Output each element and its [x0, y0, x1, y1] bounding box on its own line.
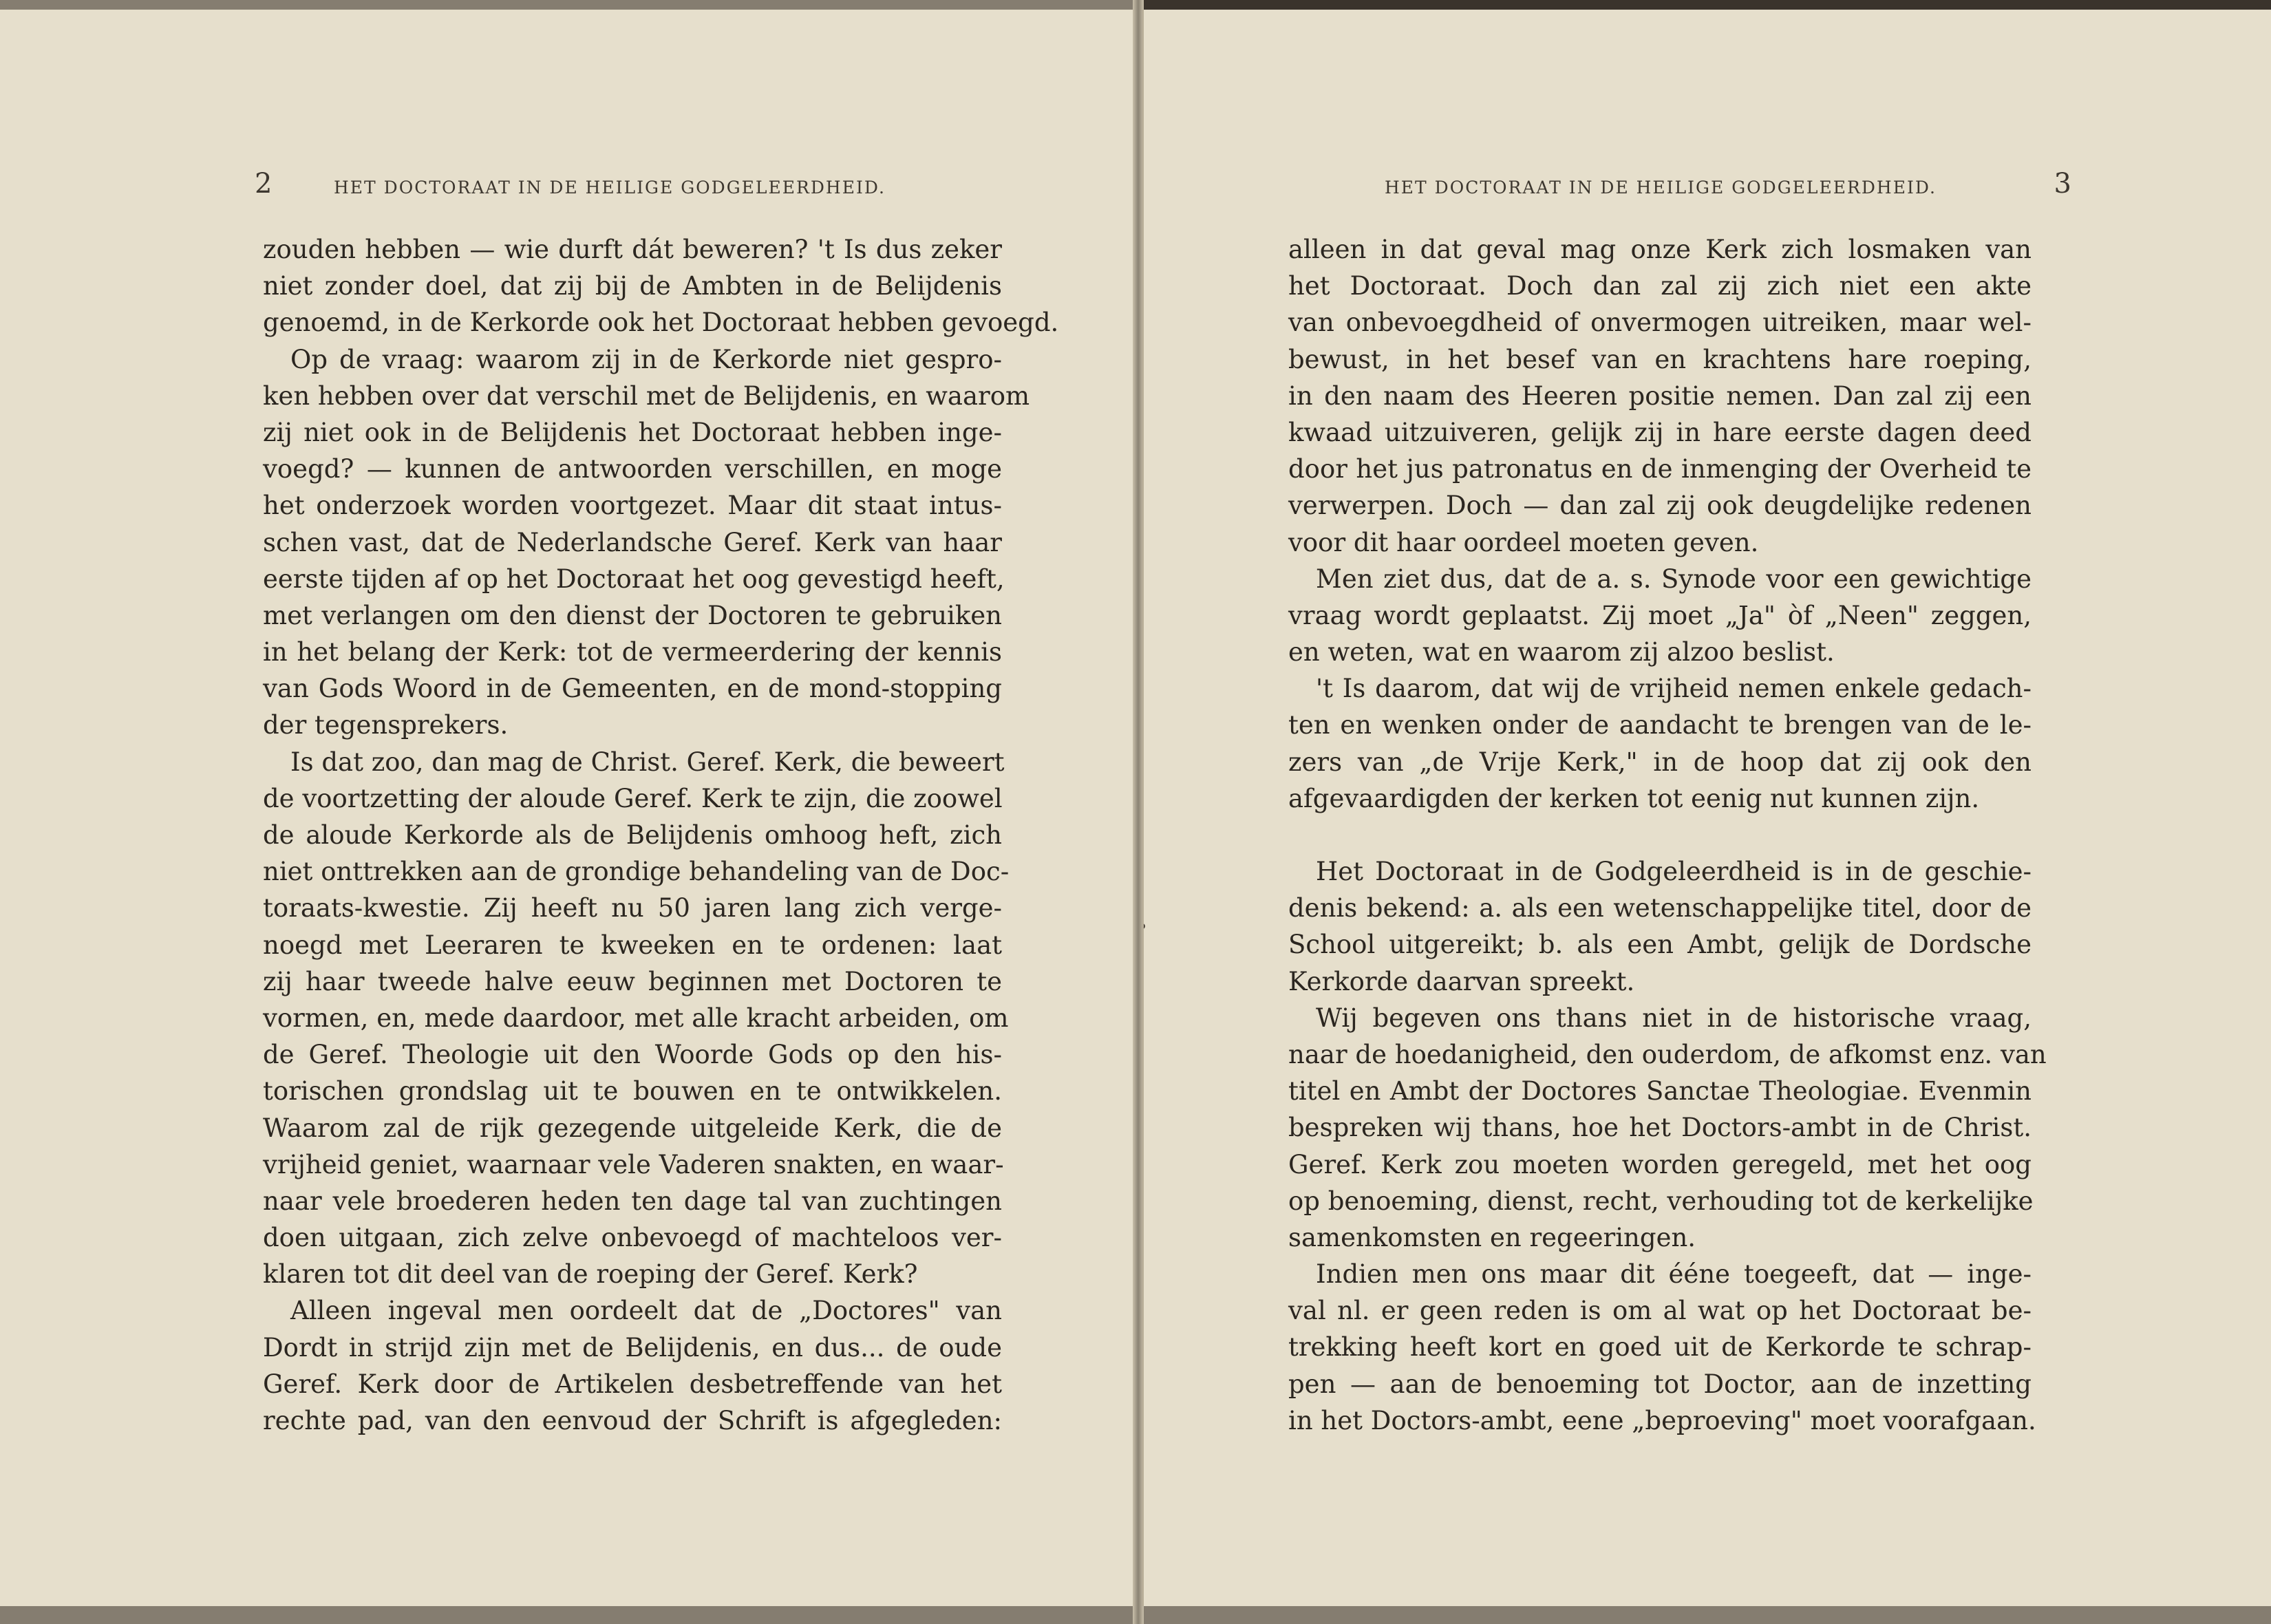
text-line: rechte pad, van den eenvoud der Schrift is afgegleden:	[263, 1406, 1002, 1435]
right-running-head: HET DOCTORAAT IN DE HEILIGE GODGELEERDHEID.	[1385, 178, 1937, 197]
text-line: val nl. er geen reden is om al wat op het Doctoraat be-	[1288, 1296, 2032, 1326]
section-break	[1288, 817, 2032, 853]
text-line: 't Is daarom, dat wij de vrijheid nemen enkele gedach-	[1316, 674, 2032, 704]
text-line: ten en wenken onder de aandacht te brengen van de le-	[1288, 710, 2032, 740]
text-line: en weten, wat en waarom zij alzoo beslist.	[1288, 637, 1835, 667]
text-line: in het Doctors-ambt, eene „beproeving" moet voorafgaan.	[1288, 1405, 2036, 1435]
text-line: klaren tot dit deel van de roeping der Geref. Kerk?	[263, 1259, 918, 1290]
text-line: pen — aan de benoeming tot Doctor, aan de inzetting	[1288, 1369, 2032, 1399]
text-line: in den naam des Heeren positie nemen. Dan zal zij een	[1288, 381, 2032, 411]
text-line: niet onttrekken aan de grondige behandeling van de Doc-	[263, 857, 1010, 887]
right-page-number: 3	[2054, 168, 2073, 200]
text-line: naar de hoedanigheid, den ouderdom, de afkomst enz. van	[1288, 1039, 2047, 1069]
text-line: van onbevoegdheid of onvermogen uitreiken, maar wel-	[1288, 308, 2032, 338]
text-line: zers van „de Vrije Kerk," in de hoop dat zij ook den	[1288, 747, 2032, 777]
text-line: genoemd, in de Kerkorde ook het Doctoraat hebben gevoegd.	[263, 308, 1059, 338]
text-line: samenkomsten en regeeringen.	[1288, 1222, 1696, 1252]
text-line: eerste tijden af op het Doctoraat het oog gevestigd heeft,	[263, 564, 1005, 594]
text-line: in het belang der Kerk: tot de vermeerdering der kennis	[263, 637, 1002, 667]
left-page-body	[263, 231, 1059, 1439]
text-line: schen vast, dat de Nederlandsche Geref. Kerk van haar	[263, 527, 1002, 557]
text-line: van Gods Woord in de Gemeenten, en de mond-stopping	[263, 674, 1002, 704]
text-line: Dordt in strijd zijn met de Belijdenis, en dus... de oude	[263, 1332, 1002, 1363]
text-line: de voortzetting der aloude Geref. Kerk te zijn, die zoowel	[263, 783, 1003, 813]
text-line: zouden hebben — wie durft dát beweren? 't Is dus zeker	[263, 235, 1002, 264]
text-line: Indien men ons maar dit ééne toegeeft, dat — inge-	[1316, 1259, 2032, 1290]
right-page	[1142, 10, 2271, 1606]
text-line: het Doctoraat. Doch dan zal zij zich niet een akte	[1288, 271, 2032, 301]
text-line: door het jus patronatus en de inmenging der Overheid te	[1288, 454, 2032, 484]
left-running-head: HET DOCTORAAT IN DE HEILIGE GODGELEERDHEID.	[334, 178, 886, 197]
text-line: zij niet ook in de Belijdenis het Doctoraat hebben inge-	[263, 417, 1002, 447]
text-line: noegd met Leeraren te kweeken en te ordenen: laat	[263, 930, 1002, 960]
text-line: Geref. Kerk door de Artikelen desbetreffende van het	[263, 1369, 1002, 1399]
text-line: toraats-kwestie. Zij heeft nu 50 jaren lang zich verge-	[263, 893, 1002, 923]
text-line: vraag wordt geplaatst. Zij moet „Ja" òf „Neen" zeggen,	[1288, 600, 2032, 630]
text-line: der tegensprekers.	[263, 710, 509, 740]
left-page-number: 2	[255, 168, 274, 200]
text-line: torischen grondslag uit te bouwen en te ontwikkelen.	[263, 1076, 1002, 1107]
text-line: Is dat zoo, dan mag de Christ. Geref. Kerk, die beweert	[290, 747, 1005, 777]
text-line: vormen, en, mede daardoor, met alle kracht arbeiden, om	[263, 1003, 1009, 1033]
left-page	[0, 10, 1134, 1606]
text-line: op benoeming, dienst, recht, verhouding tot de kerkelijke	[1288, 1186, 2034, 1216]
text-line: ken hebben over dat verschil met de Belijdenis, en waarom	[263, 381, 1030, 411]
text-line: denis bekend: a. als een wetenschappelijke titel, door de	[1288, 893, 2032, 923]
text-line: voegd? — kunnen de antwoorden verschillen, en moge	[263, 454, 1002, 484]
text-line: Men ziet dus, dat de a. s. Synode voor een gewichtige	[1316, 564, 2032, 594]
text-line: met verlangen om den dienst der Doctoren te gebruiken	[263, 600, 1002, 630]
text-line: voor dit haar oordeel moeten geven.	[1288, 527, 1759, 557]
text-line: bewust, in het besef van en krachtens hare roeping,	[1288, 344, 2032, 374]
text-line: het onderzoek worden voortgezet. Maar dit staat intus-	[263, 491, 1002, 521]
text-line: Waarom zal de rijk gezegende uitgeleide Kerk, die de	[263, 1113, 1002, 1143]
left-page-header	[255, 168, 888, 202]
text-line: de Geref. Theologie uit den Woorde Gods op den his-	[263, 1040, 1002, 1070]
text-line: bespreken wij thans, hoe het Doctors-ambt in de Christ.	[1288, 1113, 2032, 1143]
text-line: trekking heeft kort en goed uit de Kerkorde te schrap-	[1288, 1332, 2032, 1363]
right-page-body	[1288, 231, 2047, 1439]
text-line: Geref. Kerk zou moeten worden geregeld, met het oog	[1288, 1149, 2032, 1179]
text-line: Op de vraag: waarom zij in de Kerkorde niet gespro-	[290, 344, 1002, 374]
text-line: titel en Ambt der Doctores Sanctae Theologiae. Evenmin	[1288, 1076, 2032, 1107]
ink-speck	[1142, 923, 1145, 929]
text-line: Het Doctoraat in de Godgeleerdheid is in de geschie-	[1316, 857, 2032, 886]
text-line: verwerpen. Doch — dan zal zij ook deugdelijke redenen	[1288, 491, 2032, 521]
text-line: de aloude Kerkorde als de Belijdenis omhoog heft, zich	[263, 820, 1002, 850]
right-page-header	[1385, 168, 2073, 202]
text-line: School uitgereikt; b. als een Ambt, gelijk de Dordsche	[1288, 930, 2032, 960]
text-line: Kerkorde daarvan spreekt.	[1288, 966, 1635, 996]
text-line: alleen in dat geval mag onze Kerk zich losmaken van	[1288, 235, 2032, 264]
text-line: niet zonder doel, dat zij bij de Ambten in de Belijdenis	[263, 271, 1002, 301]
text-line: afgevaardigden der kerken tot eenig nut kunnen zijn.	[1288, 783, 1980, 813]
text-line: Wij begeven ons thans niet in de historische vraag,	[1316, 1003, 2032, 1033]
text-line: kwaad uitzuiveren, gelijk zij in hare eerste dagen deed	[1288, 417, 2032, 447]
text-line: zij haar tweede halve eeuw beginnen met Doctoren te	[263, 966, 1002, 996]
text-line: Alleen ingeval men oordeelt dat de „Doctores" van	[290, 1296, 1002, 1326]
text-line: doen uitgaan, zich zelve onbevoegd of machteloos ver-	[263, 1223, 1002, 1253]
text-line: naar vele broederen heden ten dage tal van zuchtingen	[263, 1186, 1002, 1216]
text-line: vrijheid geniet, waarnaar vele Vaderen snakten, en waar-	[263, 1149, 1004, 1179]
